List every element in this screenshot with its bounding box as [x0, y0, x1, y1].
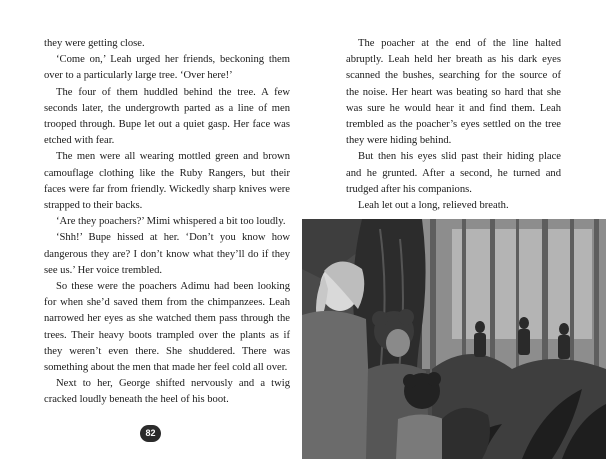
paragraph: The four of them huddled behind the tree. A few seconds later, the undergrowth parted as a line of men trooped through. Bupe let out a quiet gasp. Her face was etched with fear.: [44, 86, 290, 147]
right-text-column: [346, 36, 561, 214]
left-text-column: [44, 36, 290, 409]
paragraph: The men were all wearing mottled green and brown camouflage clothing like the Ruby Rangers, but their faces were far from friendly. Wickedly sharp knives were strapped to their backs.: [44, 151, 290, 212]
paragraph: The poacher at the end of the line halted abruptly. Leah held her breath as his dark eyes scanned the bushes, searching for the source of the noise. Her heart was beating so hard that she was sure he would hear it and find them. Leah trembled as the poacher’s eyes settled on the tree they were hiding behind.: [346, 38, 561, 147]
paragraph: So these were the poachers Adimu had been looking for when she’d saved them from the chimpanzees. Leah narrowed her eyes as she watched them pass through the trees. Their heavy boots trampled over the plants as if they weren’t even there. She shuddered. There was something about the men that made her feel cold all over.: [44, 281, 290, 374]
paragraph: ‘Shh!’ Bupe hissed at her. ‘Don’t you know how dangerous they are? I don’t know what they’ll do if they see us.’ Her voice trembled.: [44, 232, 290, 276]
page-number: 82: [140, 425, 161, 442]
paragraph: ‘Come on,’ Leah urged her friends, beckoning them over to a particularly large tree. ‘Over here!’: [44, 54, 290, 82]
paragraph: But then his eyes slid past their hiding place and he grunted. After a second, he turned and trudged after his companions.: [346, 151, 561, 195]
paragraph: Leah let out a long, relieved breath.: [358, 200, 509, 212]
jungle-illustration: [302, 219, 606, 459]
paragraph: ‘Are they poachers?’ Mimi whispered a bit too loudly.: [56, 216, 286, 228]
paragraph: they were getting close.: [44, 38, 145, 49]
paragraph: Next to her, George shifted nervously and a twig cracked loudly beneath the heel of his boot.: [44, 378, 290, 406]
